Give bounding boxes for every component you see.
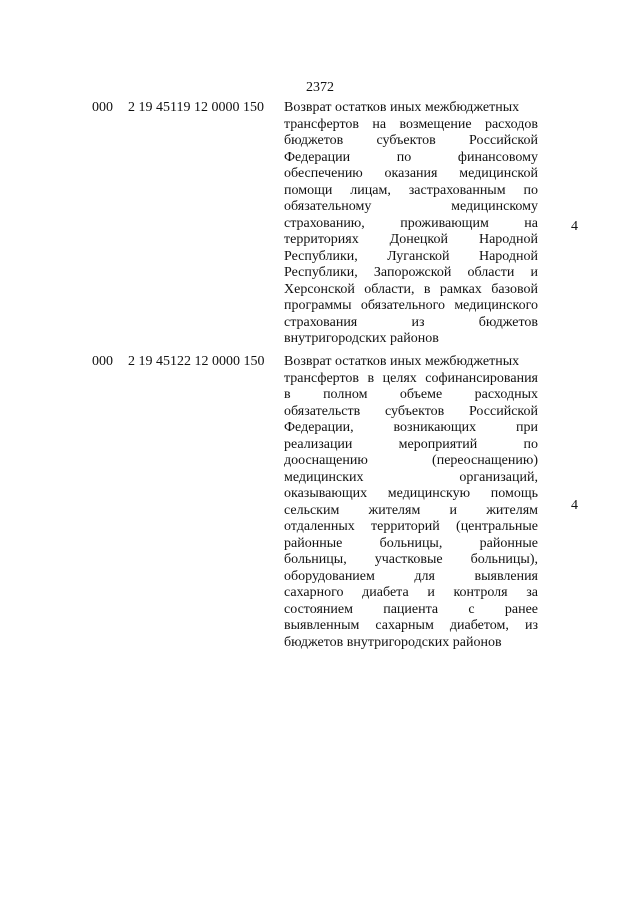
description-line: оказывающих медицинскую помощь [284, 486, 538, 501]
description-line: Федерации по финансовому [284, 149, 538, 165]
admin-code: 000 [92, 100, 113, 115]
revenue-description [284, 100, 538, 348]
description-line: Федерации, возникающих при [284, 420, 538, 435]
description-line: страхования из бюджетов [284, 314, 538, 330]
description-line: территориях Донецкой Народной [284, 232, 538, 247]
description-line: бюджетов субъектов Российской [284, 133, 538, 148]
description-line: Возврат остатков иных межбюджетных [284, 100, 520, 115]
description-line: медицинских организаций, [284, 469, 538, 485]
description-line: трансфертов в целях софинансирования [284, 370, 538, 386]
description-line: помощи лицам, застрахованным по [284, 182, 538, 198]
description-line: больницы, участковые больницы), [284, 552, 538, 567]
budget-classification-code: 2 19 45119 12 0000 150 [128, 100, 264, 115]
description-line: обеспечению оказания медицинской [284, 166, 538, 181]
description-line: районные больницы, районные [284, 535, 538, 551]
description-line: сельским жителям и жителям [284, 502, 538, 518]
description-line: отдаленных территорий (центральные [284, 519, 538, 534]
description-line: внутригородских районов [284, 331, 439, 346]
description-line: сахарного диабета и контроля за [284, 585, 538, 600]
description-line: оборудованием для выявления [284, 568, 538, 584]
description-line: Республики, Запорожской области и [284, 265, 538, 280]
amount-value: 4 [571, 498, 578, 513]
description-line: обязательному медицинскому [284, 199, 538, 214]
admin-code: 000 [92, 354, 113, 369]
description-line: обязательств субъектов Российской [284, 403, 538, 419]
revenue-description [284, 354, 538, 651]
description-line: реализации мероприятий по [284, 436, 538, 452]
description-line: выявленным сахарным диабетом, из [284, 618, 538, 633]
description-line: бюджетов внутригородских районов [284, 634, 502, 650]
description-line: Республики, Луганской Народной [284, 248, 538, 264]
description-line: трансфертов на возмещение расходов [284, 116, 538, 132]
amount-value: 4 [571, 219, 578, 234]
description-line: Возврат остатков иных межбюджетных [284, 354, 520, 369]
description-line: программы обязательного медицинского [284, 298, 538, 313]
description-line: в полном объеме расходных [284, 387, 538, 402]
description-line: дооснащению (переоснащению) [284, 453, 538, 468]
budget-classification-code: 2 19 45122 12 0000 150 [128, 354, 265, 369]
page-number: 2372 [306, 80, 334, 95]
description-line: страхованию, проживающим на [284, 215, 538, 231]
description-line: состоянием пациента с ранее [284, 601, 538, 617]
description-line: Херсонской области, в рамках базовой [284, 281, 538, 297]
